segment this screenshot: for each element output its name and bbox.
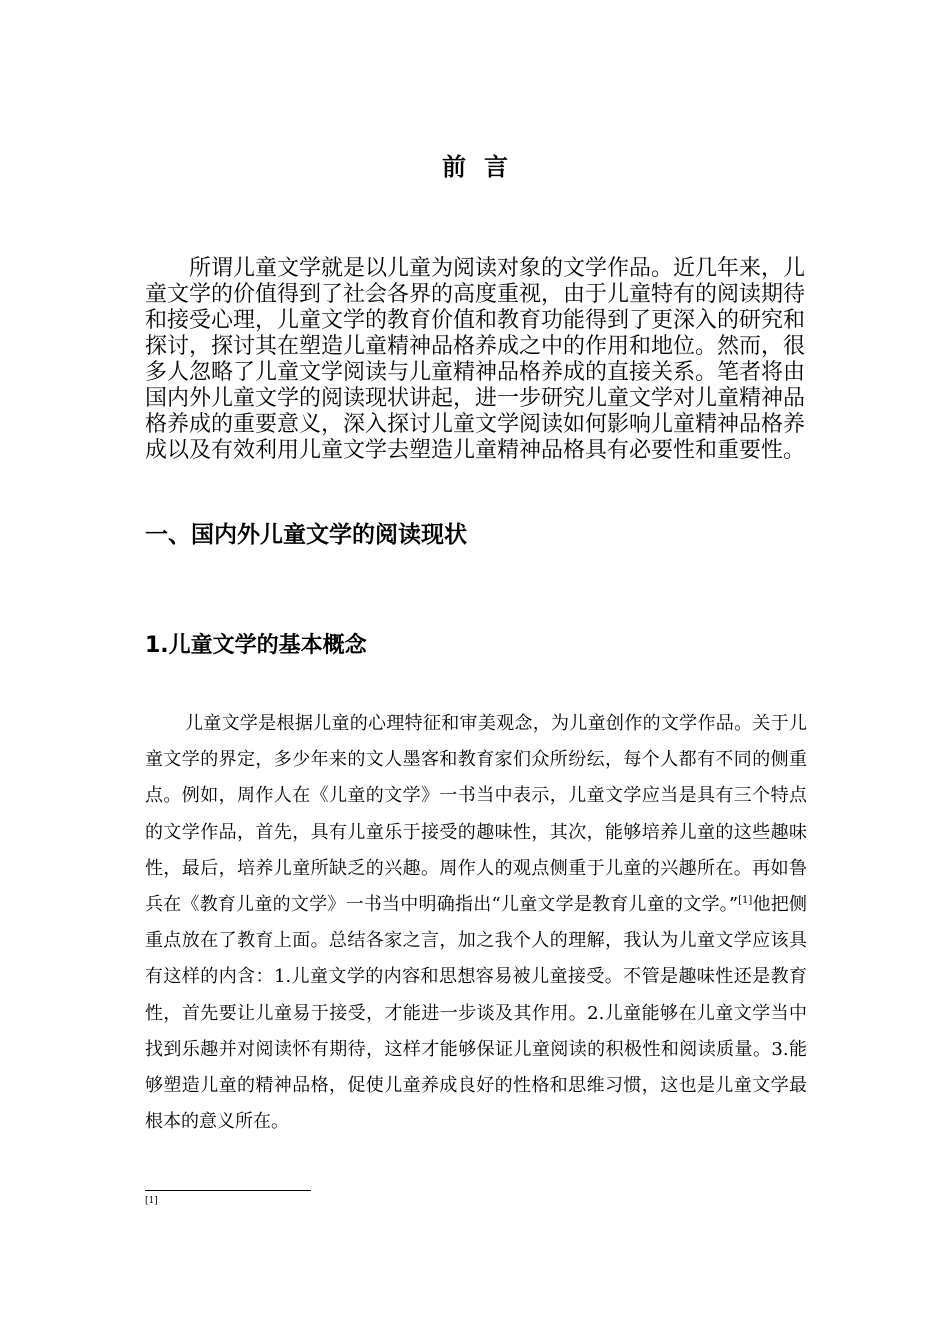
subsection-heading: 1.儿童文学的基本概念 [145, 633, 367, 658]
footnote-marker: [1] [145, 1196, 158, 1206]
footnote-reference[interactable]: [1] [738, 895, 753, 907]
body-paragraph-part1: 儿童文学是根据儿童的心理特征和审美观念，为儿童创作的文学作品。关于儿童文学的界定，多少年来的文人墨客和教育家们众所纷纭，每个人都有不同的侧重点。例如，周作人在《儿童的文学》一书当中表示，儿童文学应当是具有三个特点的文学作品，首先，具有儿童乐于接受的趣味性，其次，能够培养儿童的这些趣味性，最后，培养儿童所缺乏的兴趣。周作人的观点侧重于儿童的兴趣所在。再如鲁兵在《教育儿童的文学》一书当中明确指出“儿童文学是教育儿童的文学。” [145, 713, 807, 916]
footnote-divider [145, 1190, 311, 1191]
section-heading: 一、国内外儿童文学的阅读现状 [145, 522, 467, 548]
page-title: 前言 [442, 152, 526, 181]
intro-paragraph: 所谓儿童文学就是以儿童为阅读对象的文学作品。近几年来，儿童文学的价值得到了社会各界的高度重视，由于儿童特有的阅读期待和接受心理，儿童文学的教育价值和教育功能得到了更深入的研究和探讨，探讨其在塑造儿童精神品格养成之中的作用和地位。然而，很多人忽略了儿童文学阅读与儿童精神品格养成的直接关系。笔者将由国内外儿童文学的阅读现状讲起，进一步研究儿童文学对儿童精神品格养成的重要意义，深入探讨儿童文学阅读如何影响儿童精神品格养成以及有效利用儿童文学去塑造儿童精神品格具有必要性和重要性。 [145, 256, 806, 463]
body-paragraph-part2: 他把侧重点放在了教育上面。总结各家之言，加之我个人的理解，我认为儿童文学应该具有这样的内含：1.儿童文学的内容和思想容易被儿童接受。不管是趣味性还是教育性，首先要让儿童易于接受，才能进一步谈及其作用。2.儿童能够在儿童文学当中找到乐趣并对阅读怀有期待，这样才能够保证儿童阅读的积极性和阅读质量。3.能够塑造儿童的精神品格，促使儿童养成良好的性格和思维习惯，这也是儿童文学最根本的意义所在。 [145, 894, 807, 1133]
body-paragraph [145, 706, 807, 1140]
